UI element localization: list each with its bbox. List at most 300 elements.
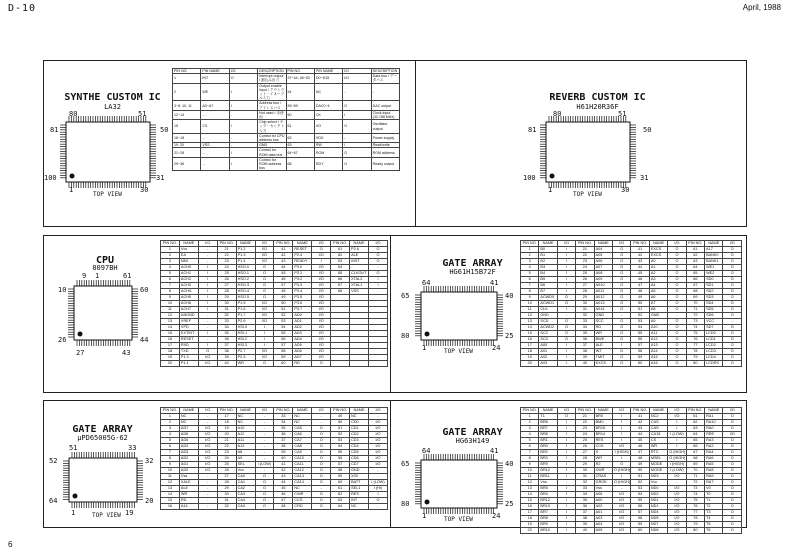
table-cell: BANK1 [705, 259, 723, 265]
table-cell: HSI.2 [236, 337, 255, 343]
table-cell: 78 [686, 349, 704, 355]
table-cell: 64~67 [286, 148, 314, 157]
table-cell: T2 [705, 504, 723, 510]
table-cell: P1.1 [179, 361, 198, 367]
table-cell: TXD [179, 349, 198, 355]
table-cell: SD6 [705, 313, 723, 319]
table-cell: O [668, 289, 686, 295]
table-cell: O [312, 480, 331, 486]
table-cell: I/O [312, 313, 331, 319]
table-cell: 23 [576, 426, 594, 432]
table-cell: 31 [576, 474, 594, 480]
table-cell: 57 [631, 510, 649, 516]
table-cell: P1.3 [236, 253, 255, 259]
table-cell: 61 [686, 414, 704, 420]
table-cell: HSO.2 [236, 277, 255, 283]
table-cell: O [557, 295, 575, 301]
table-cell: 49 [274, 295, 293, 301]
table-cell: O [668, 343, 686, 349]
table-cell: RA3 [705, 438, 723, 444]
table-cell: SD1 [705, 283, 723, 289]
table-cell: I [368, 277, 387, 283]
table-cell: 12 [161, 480, 180, 486]
table-cell: 19 [521, 355, 539, 361]
table-cell: A0~A7 [201, 101, 229, 110]
table-cell: CA3 [236, 492, 255, 498]
table-cell: O [613, 301, 631, 307]
table-cell: ND0 [649, 486, 667, 492]
pin-label: 25 [505, 332, 514, 340]
table-cell: 25 [576, 271, 594, 277]
table-cell: 77 [686, 343, 704, 349]
table-cell: A01 [539, 349, 557, 355]
column-header: I/O [255, 241, 274, 247]
table-cell: HSI.0 [236, 325, 255, 331]
pin-label: 10 [58, 286, 67, 294]
table-cell: O [723, 355, 742, 361]
table-cell: VCC [705, 319, 723, 325]
table-cell: - [198, 498, 217, 504]
table-cell: 15 [521, 498, 539, 504]
table-cell: 62 [686, 253, 704, 259]
table-cell: 26 [576, 277, 594, 283]
column-header: I/O [312, 241, 331, 247]
table-cell: ... [201, 133, 229, 142]
table-cell: 25 [217, 271, 236, 277]
table-cell: 17 [521, 343, 539, 349]
table-cell: CD4 [350, 444, 369, 450]
table-cell: 42 [274, 253, 293, 259]
table-cell: P3.4 [293, 289, 312, 295]
table-cell: B7 [539, 289, 557, 295]
table-cell: I [198, 289, 217, 295]
table-cell: CA0 [236, 474, 255, 480]
table-cell: - [198, 337, 217, 343]
table-cell: I (HI) [368, 486, 387, 492]
table-cell: - [312, 420, 331, 426]
table-cell: 68 [331, 289, 350, 295]
table-cell: O [613, 325, 631, 331]
table-cell: - [198, 319, 217, 325]
table-cell: RA9 [705, 474, 723, 480]
table-cell: O [723, 283, 742, 289]
table-cell: 66 [331, 277, 350, 283]
table-cell: O [312, 504, 331, 510]
table-cell: AD6 [179, 432, 198, 438]
table-cell: 77 [686, 510, 704, 516]
table-cell: 29 [576, 462, 594, 468]
table-cell: 12 [161, 313, 180, 319]
table-cell: 17 [521, 510, 539, 516]
table-cell: I [198, 343, 217, 349]
table-cell: 18 [521, 516, 539, 522]
table-cell: LCD2 [705, 343, 723, 349]
table-cell: BR15 [594, 426, 612, 432]
pin1-marker [70, 174, 75, 179]
table-cell: A01 [594, 510, 612, 516]
table-cell: O [557, 414, 575, 420]
table-cell: 1 [161, 247, 180, 253]
table-row [173, 120, 400, 134]
table-cell: I [668, 426, 686, 432]
table-cell: I [613, 343, 631, 349]
table-cell: SD7 [705, 325, 723, 331]
table-cell: A00 [594, 498, 612, 504]
table-cell: BM0 [594, 420, 612, 426]
table-cell: CD6 [350, 456, 369, 462]
table-cell: Interrupt output / 割込み出力 [258, 74, 286, 83]
table-cell: CCK [594, 444, 612, 450]
table-cell: I/O [368, 444, 387, 450]
table-cell: INST [350, 259, 369, 265]
table-cell: I/O [668, 474, 686, 480]
table-cell: GND [350, 468, 369, 474]
table-cell: LCD0 [705, 331, 723, 337]
table-cell: I [557, 271, 575, 277]
table-cell: 21 [576, 247, 594, 253]
table-cell: - [613, 313, 631, 319]
table-cell: O [723, 486, 742, 492]
table-cell: 36 [274, 432, 293, 438]
table-cell: 55 [274, 331, 293, 337]
table-cell: P3.0 [293, 265, 312, 271]
table-cell: 48 [274, 504, 293, 510]
table-cell: O (HIGH) [669, 456, 686, 460]
table-cell: ... [201, 148, 229, 157]
table-cell: - [198, 474, 217, 480]
table-cell: 61 [331, 247, 350, 253]
table-cell: - [255, 426, 274, 432]
table-cell: O [613, 462, 631, 468]
table-cell: A14 [179, 504, 198, 510]
table-cell: 41 [631, 414, 649, 420]
table-cell: 62 [331, 253, 350, 259]
table-cell: 45 [274, 486, 293, 492]
ic-body [74, 286, 132, 340]
table-cell: I/O [255, 247, 274, 253]
bottom-panel-divider [390, 400, 391, 528]
table-cell: 42 [274, 468, 293, 474]
table-cell: 62 [331, 492, 350, 498]
table-cell: O [723, 313, 742, 319]
table-cell: I/O [723, 432, 742, 438]
table-cell: 63 [331, 259, 350, 265]
table-cell: I [557, 438, 575, 444]
table-cell: 45 [274, 271, 293, 277]
table-cell: 37 [274, 438, 293, 444]
table-row [173, 74, 400, 83]
table-cell: I/O [255, 355, 274, 361]
table-cell: BR12 [539, 498, 557, 504]
ga1-pin-table [520, 240, 742, 367]
table-cell: 50 [631, 301, 649, 307]
table-cell: 8 [161, 456, 180, 462]
table-cell: I [557, 361, 575, 367]
table-cell: 10 [161, 301, 180, 307]
pin-label: 80 [69, 110, 78, 118]
table-cell: Control for ROM data bus [258, 148, 286, 157]
table-cell: A1 [649, 265, 667, 271]
table-cell: 34 [576, 325, 594, 331]
table-cell: A05 [594, 253, 612, 259]
table-cell: O [613, 277, 631, 283]
table-cell: - [198, 259, 217, 265]
pin-label: 60 [140, 286, 149, 294]
table-cell: I/O [312, 337, 331, 343]
table-cell: 79 [686, 355, 704, 361]
column-header: PIN NO. [631, 241, 649, 247]
table-cell: I (LOW) [255, 462, 274, 468]
table-cell: I [668, 420, 686, 426]
table-cell: 5 [521, 271, 539, 277]
table-cell: 52 [331, 432, 350, 438]
table-cell: I/O [668, 510, 686, 516]
table-cell: CLK [539, 307, 557, 313]
table-cell: 30 [217, 492, 236, 498]
table-cell: I [613, 456, 631, 462]
table-cell: I [198, 331, 217, 337]
table-cell: T6 [705, 528, 723, 534]
pin-label: 64 [49, 497, 58, 505]
table-cell: I/O [613, 522, 631, 528]
table-cell: BR2 [539, 450, 557, 456]
ga2-pin-table [160, 407, 388, 510]
table-cell: Address bus / アドレスバス [258, 101, 286, 110]
table-cell: A8 [236, 450, 255, 456]
pin-label: 30 [621, 186, 630, 194]
table-cell: P3.1 [293, 271, 312, 277]
table-cell: 51 [631, 474, 649, 480]
table-cell: O [723, 307, 742, 313]
table-cell: D0~D15 [314, 74, 342, 83]
table-cell: - [229, 133, 257, 142]
page-date: April, 1988 [742, 3, 781, 12]
table-cell: ACH2 [179, 277, 198, 283]
table-cell: A04 [594, 522, 612, 528]
table-cell: I [198, 277, 217, 283]
table-cell: - [368, 504, 387, 510]
table-cell: O [312, 444, 331, 450]
table-cell: VSS [350, 289, 369, 295]
table-cell: 63 [331, 498, 350, 504]
table-cell: ACH3 [179, 283, 198, 289]
table-cell: RES [594, 438, 612, 444]
column-header: NAME [179, 241, 198, 247]
column-header: PIN NO. [217, 241, 236, 247]
table-cell: 15 [173, 120, 201, 134]
table-cell: - [255, 456, 274, 462]
table-cell: - [557, 480, 575, 486]
table-cell: 67 [686, 450, 704, 456]
table-cell: RA6 [705, 456, 723, 462]
table-cell: 40 [217, 361, 236, 367]
pin-label: 1 [422, 344, 427, 352]
table-cell: A8 [649, 307, 667, 313]
table-cell: I/O [255, 259, 274, 265]
table-cell: A15 [649, 355, 667, 361]
table-cell: 48 [631, 289, 649, 295]
table-cell: - [312, 486, 331, 492]
table-cell: A6 [649, 295, 667, 301]
table-cell: Vss [179, 474, 198, 480]
table-cell: 75 [686, 331, 704, 337]
table-cell: 30 [576, 301, 594, 307]
qfp-package-drawing [415, 286, 503, 346]
column-header: PIN NO. [686, 408, 704, 414]
table-cell: RA8 [705, 468, 723, 474]
pin-label: 44 [140, 336, 149, 344]
table-cell: DAC output [371, 101, 399, 110]
table-cell: - [198, 325, 217, 331]
table-cell: 59 [631, 522, 649, 528]
column-header: DESCRIPTION [371, 69, 399, 74]
table-cell: 18 [161, 349, 180, 355]
ic-part: 8097BH [92, 264, 118, 272]
pin-label: 1 [71, 509, 76, 517]
table-cell: I [557, 450, 575, 456]
pin-label: 27 [76, 349, 85, 357]
table-cell: 4 [521, 265, 539, 271]
table-cell: O [723, 349, 742, 355]
table-cell: P3.3 [293, 283, 312, 289]
table-cell: 7 [521, 450, 539, 456]
table-cell: 34 [217, 325, 236, 331]
table-cell: A010 [594, 283, 612, 289]
table-cell: I [557, 426, 575, 432]
table-cell: RRE [705, 432, 723, 438]
table-cell: 78 [686, 516, 704, 522]
table-cell: ROM [314, 148, 342, 157]
table-cell: CA14 [293, 480, 312, 486]
table-cell: 71 [686, 474, 704, 480]
column-header: NAME [539, 408, 557, 414]
table-cell: - [723, 319, 742, 325]
table-cell: 7 [161, 450, 180, 456]
pin-label: 32 [145, 457, 154, 465]
table-cell: O [613, 247, 631, 253]
table-cell: T4 [705, 516, 723, 522]
table-cell: 33 [217, 319, 236, 325]
table-cell: 12 [521, 313, 539, 319]
table-cell: I/O [312, 289, 331, 295]
table-cell: 38 [274, 444, 293, 450]
table-cell: T3 [705, 510, 723, 516]
table-cell: 65 [686, 271, 704, 277]
table-cell: CA12 [293, 468, 312, 474]
table-cell: I [557, 516, 575, 522]
ic-body [421, 460, 497, 508]
column-header: I/O [557, 408, 575, 414]
table-cell: NC [350, 504, 369, 510]
table-cell: 9 [521, 462, 539, 468]
table-cell: I [343, 110, 371, 119]
table-cell: O [312, 468, 331, 474]
table-cell: A13 [649, 343, 667, 349]
table-cell: 37 [576, 510, 594, 516]
table-cell: 3~8, 10, 11 [173, 101, 201, 110]
table-cell: MODE [649, 468, 667, 474]
table-cell: HSO.5 [236, 295, 255, 301]
table-cell: O [723, 528, 742, 534]
table-cell: BWE [594, 337, 612, 343]
table-cell: 45 [631, 271, 649, 277]
table-cell: 46 [631, 444, 649, 450]
table-cell: O [668, 271, 686, 277]
table-cell: A13 [236, 444, 255, 450]
table-cell: BR3 [539, 456, 557, 462]
table-cell: 8 [521, 456, 539, 462]
table-cell: A00 [539, 343, 557, 349]
table-cell: O [613, 271, 631, 277]
table-cell: I/O [312, 253, 331, 259]
table-cell: P3.7 [293, 307, 312, 313]
table-cell: A06 [594, 259, 612, 265]
table-cell: O [723, 343, 742, 349]
table-cell: 73 [686, 319, 704, 325]
table-cell: 46 [274, 277, 293, 283]
table-cell: 51 [274, 307, 293, 313]
table-cell: O [668, 361, 686, 367]
table-cell: RA0 [705, 426, 723, 432]
table-cell: I [198, 301, 217, 307]
table-cell: O [613, 361, 631, 367]
table-cell: ACWD2 [539, 325, 557, 331]
table-cell: P2.7 [236, 349, 255, 355]
table-cell: P2.5 [236, 355, 255, 361]
table-cell: 68 [686, 456, 704, 462]
table-cell: 19 [217, 426, 236, 432]
table-cell: - [613, 486, 631, 492]
table-cell: - [198, 247, 217, 253]
table-cell: BATT [350, 480, 369, 486]
table-cell: CRAS [594, 474, 612, 480]
pin-label: 80 [553, 110, 562, 118]
pin-label: 25 [505, 500, 514, 508]
table-cell: 42 [631, 420, 649, 426]
table-cell: I/O [668, 492, 686, 498]
table-cell: O [613, 337, 631, 343]
column-header: NAME [649, 241, 667, 247]
pin-label: 1 [69, 186, 74, 194]
table-cell: LCD4 [705, 355, 723, 361]
table-cell: P2.4 [293, 253, 312, 259]
table-cell: ACH4 [179, 289, 198, 295]
table-cell: 65 [686, 438, 704, 444]
table-cell: 64 [686, 432, 704, 438]
table-cell: 39 [576, 355, 594, 361]
table-cell: 2 [161, 253, 180, 259]
pin-label: 80 [401, 332, 410, 340]
qfp-package-drawing [63, 452, 143, 508]
table-cell: 23 [217, 259, 236, 265]
table-cell: T1 [539, 414, 557, 420]
table-cell: O [668, 307, 686, 313]
table-cell: O [312, 492, 331, 498]
table-cell: I [198, 265, 217, 271]
table-cell: O [613, 253, 631, 259]
table-cell: 13 [161, 319, 180, 325]
table-cell: AD6 [293, 349, 312, 355]
table-cell: 28 [217, 480, 236, 486]
table-cell: CS [201, 120, 229, 134]
table-cell: O [723, 253, 742, 259]
table-cell: O [312, 456, 331, 462]
table-cell: 53 [631, 319, 649, 325]
table-cell: I/O [198, 462, 217, 468]
table-row [161, 504, 388, 510]
table-cell: 69 [686, 295, 704, 301]
table-cell: O [368, 498, 387, 504]
